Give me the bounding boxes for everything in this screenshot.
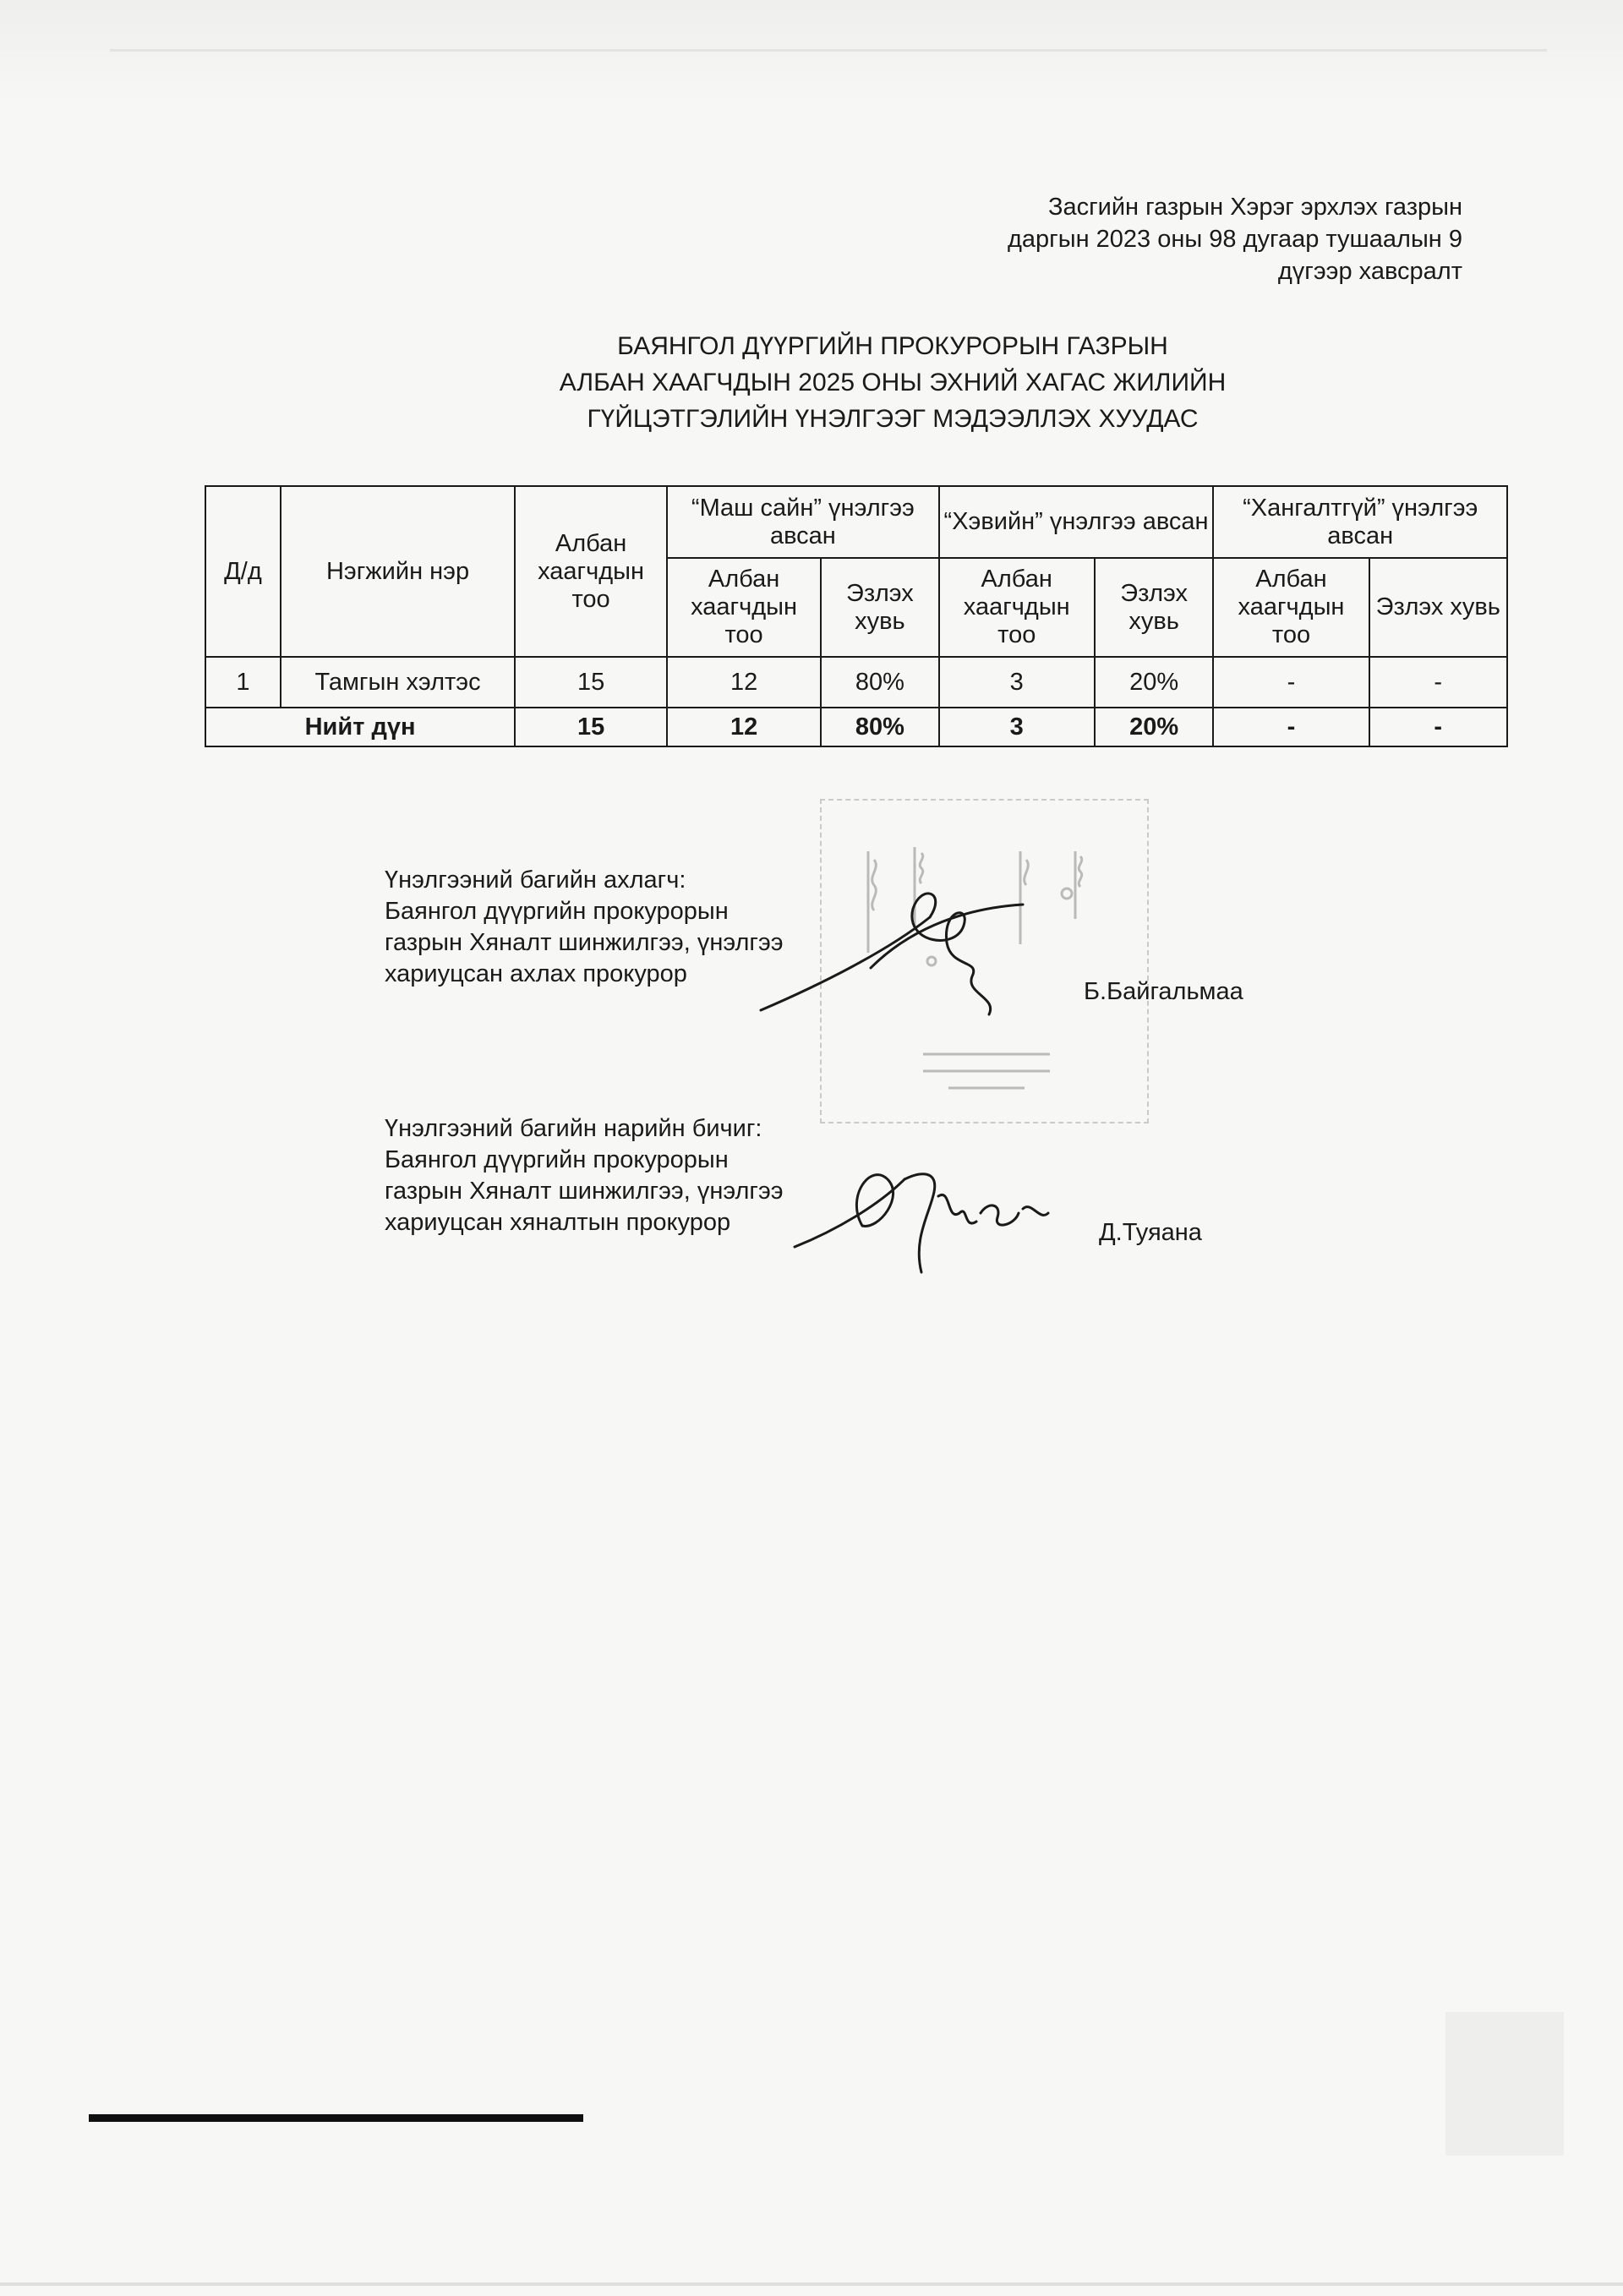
signature-leader <box>744 858 1048 1027</box>
cell-normal-count: 3 <box>939 657 1095 708</box>
total-excellent-count: 12 <box>667 708 821 746</box>
signer1-role: Үнэлгээний багийн ахлагч: <box>385 866 686 894</box>
title-line-2: АЛБАН ХААГЧДЫН 2025 ОНЫ ЭХНИЙ ХАГАС ЖИЛИЙН <box>559 369 1227 396</box>
signer1-org2: газрын Хяналт шинжилгээ, үнэлгээ <box>385 929 784 956</box>
footer-rule <box>89 2114 583 2122</box>
header-poor-share: Эзлэх хувь <box>1369 558 1507 657</box>
total-normal-share: 20% <box>1095 708 1214 746</box>
cell-excellent-share: 80% <box>821 657 939 708</box>
signer2-org1: Баянгол дүүргийн прокурорын <box>385 1146 729 1173</box>
header-unit: Нэгжийн нэр <box>281 486 515 657</box>
signer-secretary-block <box>385 1113 784 1238</box>
scan-artifact-bottom <box>0 2282 1623 2286</box>
header-normal-share: Эзлэх хувь <box>1095 558 1214 657</box>
header-no: Д/д <box>205 486 281 657</box>
title-line-1: БАЯНГОЛ ДҮҮРГИЙН ПРОКУРОРЫН ГАЗРЫН <box>617 332 1168 360</box>
title-line-3: ГҮЙЦЭТГЭЛИЙН ҮНЭЛГЭЭГ МЭДЭЭЛЛЭХ ХУУДАС <box>587 405 1199 433</box>
signer1-name: Б.Байгальмаа <box>1084 978 1243 1005</box>
total-excellent-share: 80% <box>821 708 939 746</box>
header-poor-count: Албан хаагчдын тоо <box>1213 558 1369 657</box>
table-row <box>205 657 1507 708</box>
cell-poor-share: - <box>1369 657 1507 708</box>
cell-normal-share: 20% <box>1095 657 1214 708</box>
cell-unit: Тамгын хэлтэс <box>281 657 515 708</box>
signer-leader-block <box>385 865 784 990</box>
annex-line-2: даргын 2023 оны 98 дугаар тушаалын 9 <box>1007 226 1462 253</box>
cell-excellent-count: 12 <box>667 657 821 708</box>
total-poor-count: - <box>1213 708 1369 746</box>
annex-reference <box>871 191 1462 287</box>
header-count: Албан хаагчдын тоо <box>515 486 667 657</box>
signer1-org1: Баянгол дүүргийн прокурорын <box>385 898 729 925</box>
cell-count: 15 <box>515 657 667 708</box>
signer2-name: Д.Туяана <box>1099 1219 1202 1246</box>
signer2-org2: газрын Хяналт шинжилгээ, үнэлгээ <box>385 1178 784 1205</box>
annex-line-1: Засгийн газрын Хэрэг эрхлэх газрын <box>1047 194 1462 221</box>
header-normal-group: “Хэвийн” үнэлгээ авсан <box>939 486 1214 558</box>
header-normal-count: Албан хаагчдын тоо <box>939 558 1095 657</box>
document-title <box>0 328 1623 437</box>
total-normal-count: 3 <box>939 708 1095 746</box>
annex-line-3: дүгээр хавсралт <box>1277 258 1462 285</box>
header-excellent-count: Албан хаагчдын тоо <box>667 558 821 657</box>
header-poor-group: “Хангалтгүй” үнэлгээ авсан <box>1213 486 1507 558</box>
total-poor-share: - <box>1369 708 1507 746</box>
signer2-role: Үнэлгээний багийн нарийн бичиг: <box>385 1115 762 1142</box>
total-count: 15 <box>515 708 667 746</box>
header-row-1 <box>205 486 1507 558</box>
scan-shadow-bottom-right <box>1445 2012 1564 2156</box>
cell-poor-count: - <box>1213 657 1369 708</box>
total-label: Нийт дүн <box>205 708 515 746</box>
header-excellent-share: Эзлэх хувь <box>821 558 939 657</box>
signer2-position: хариуцсан хяналтын прокурор <box>385 1209 731 1236</box>
evaluation-table <box>205 485 1508 747</box>
header-excellent-group: “Маш сайн” үнэлгээ авсан <box>667 486 939 558</box>
cell-no: 1 <box>205 657 281 708</box>
scan-artifact-line <box>110 49 1547 52</box>
signer1-position: хариуцсан ахлах прокурор <box>385 960 687 987</box>
total-row <box>205 708 1507 746</box>
signature-secretary <box>786 1145 1074 1289</box>
